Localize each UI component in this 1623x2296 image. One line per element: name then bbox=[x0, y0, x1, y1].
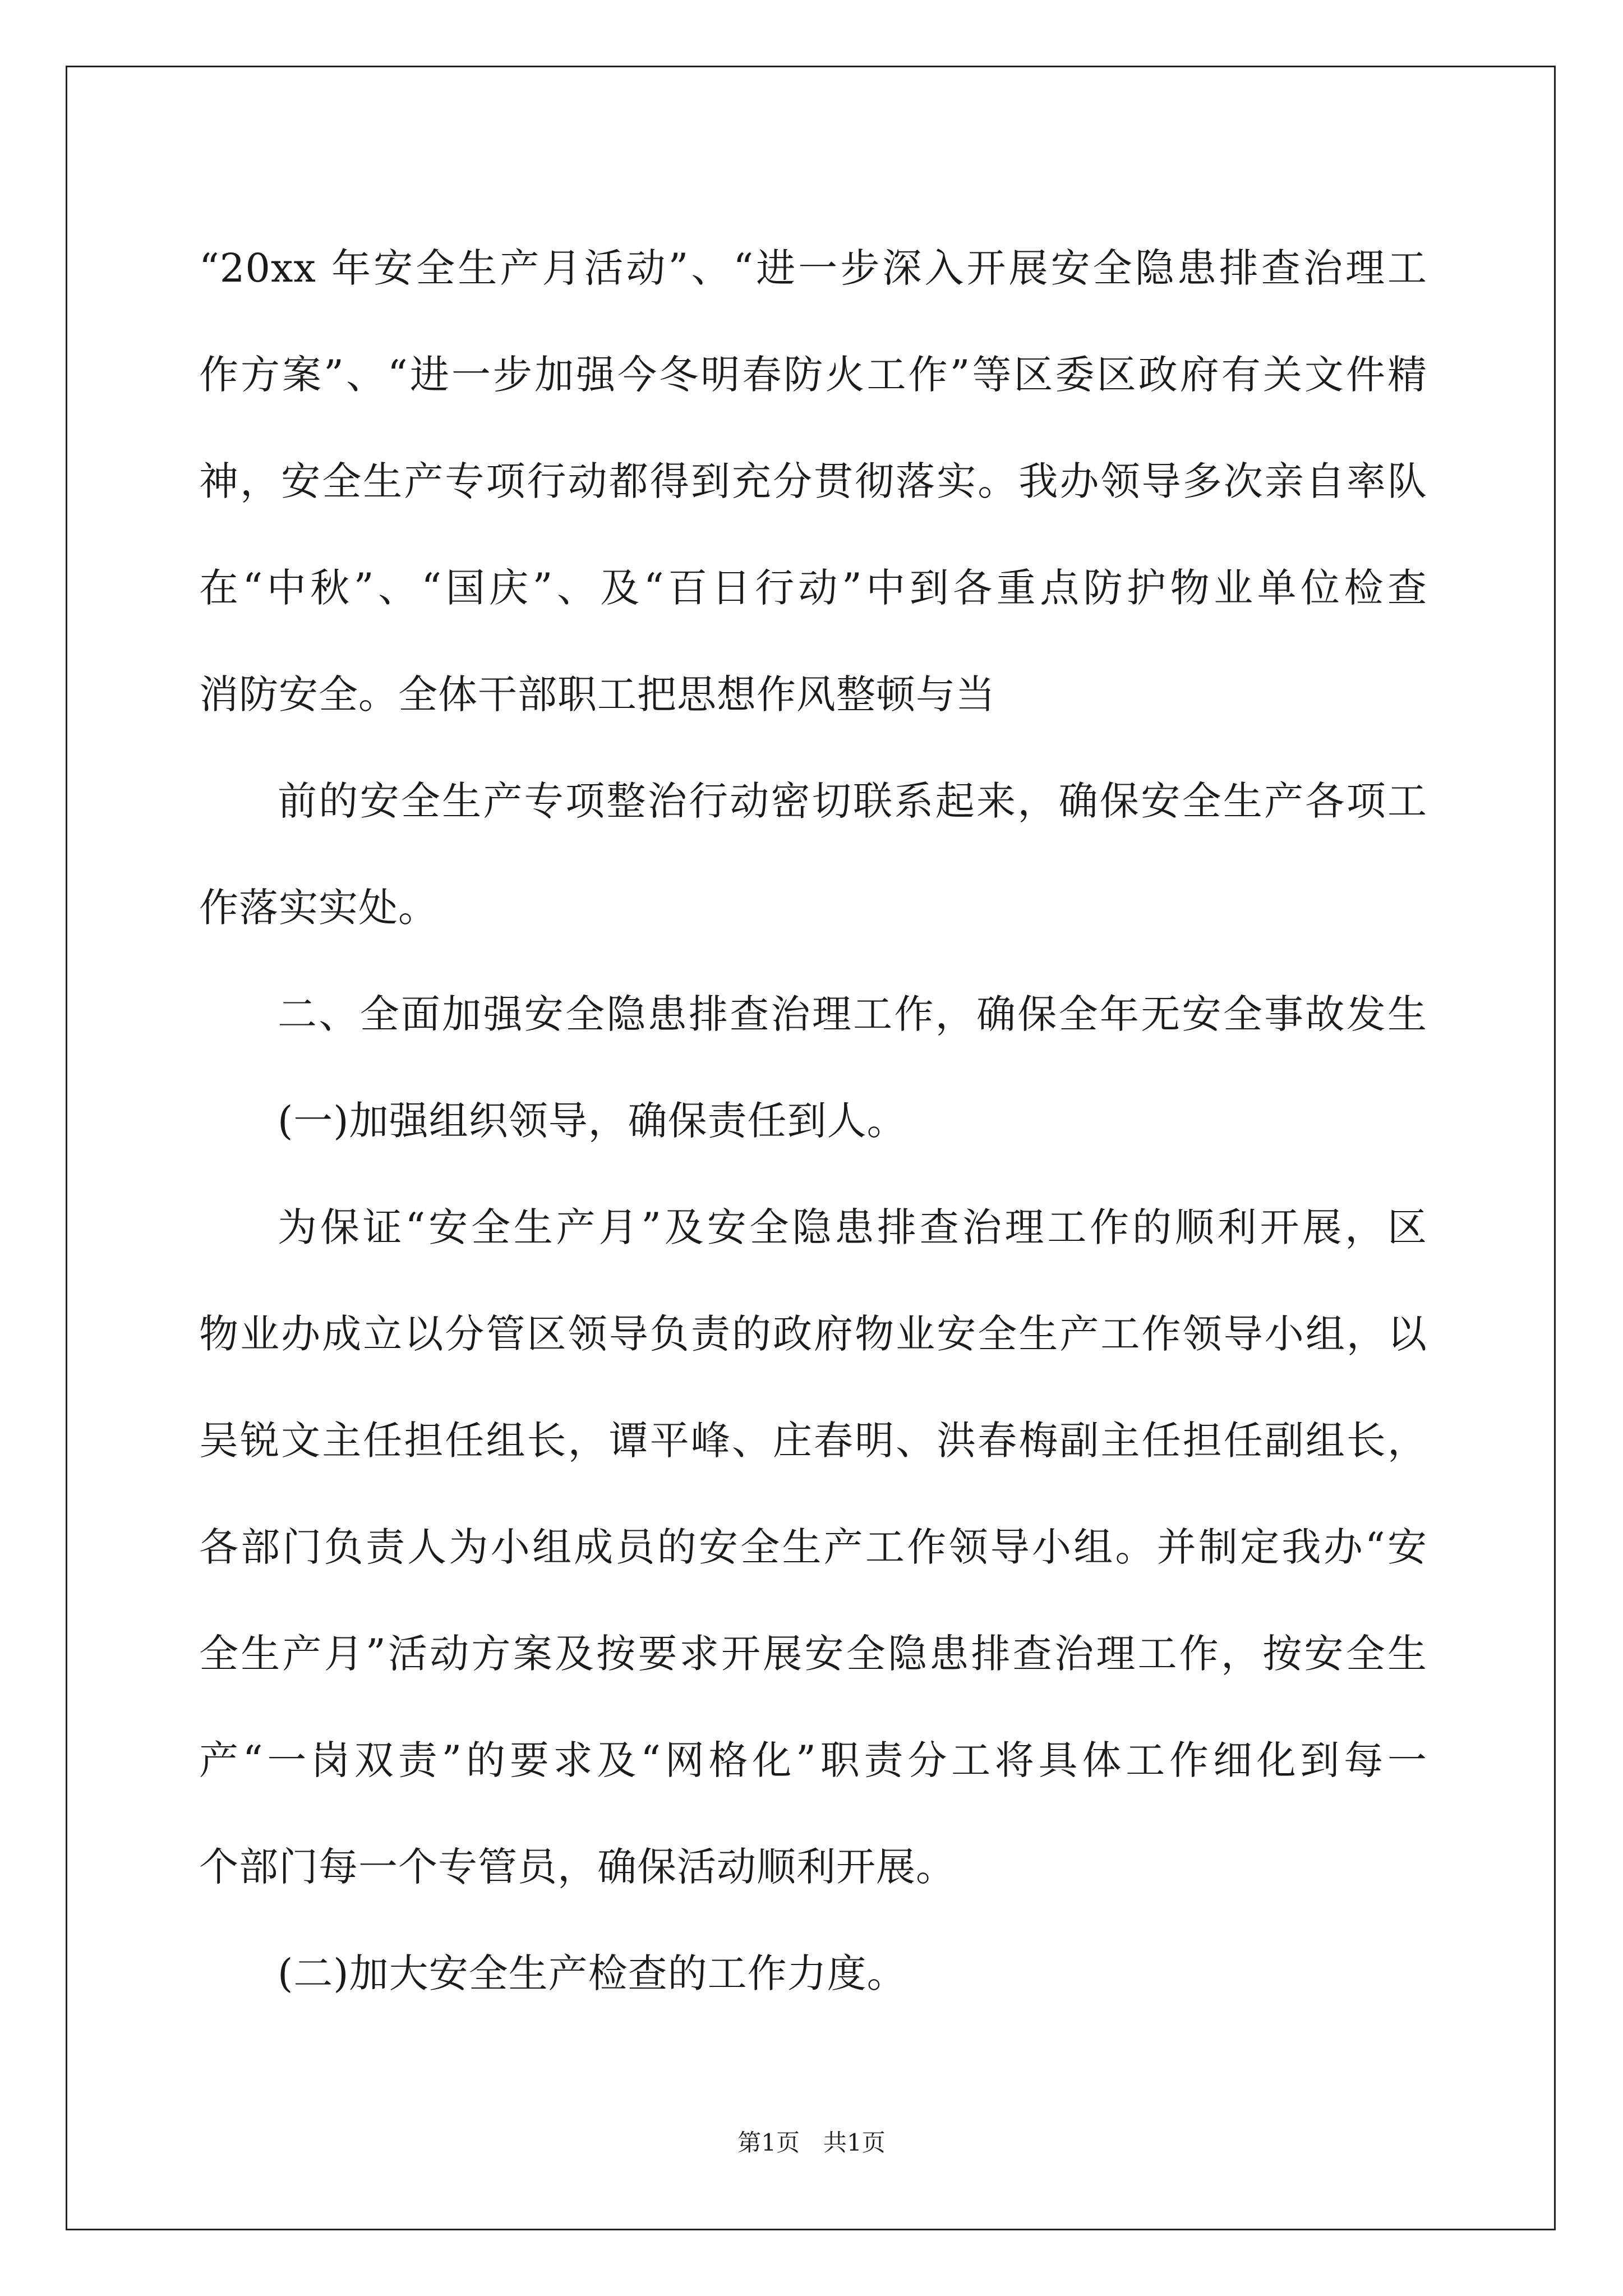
text-line: 在“中秋”、“国庆”、及“百日行动”中到各重点防护物业单位检查 bbox=[199, 565, 1427, 611]
text-line: 神，安全生产专项行动都得到充分贯彻落实。我办领导多次亲自率队 bbox=[199, 458, 1427, 504]
text-line: 为保证“安全生产月”及安全隐患排查治理工作的顺利开展，区 bbox=[278, 1204, 1427, 1250]
text-line: 作落实实处。 bbox=[199, 885, 438, 931]
text-line: 全生产月”活动方案及按要求开展安全隐患排查治理工作，按安全生 bbox=[199, 1631, 1427, 1677]
text-line: 前的安全生产专项整治行动密切联系起来，确保安全生产各项工 bbox=[278, 778, 1427, 824]
text-line: (二)加大安全生产检查的工作力度。 bbox=[278, 1950, 907, 1996]
text-line: “20xx 年安全生产月活动”、“进一步深入开展安全隐患排查治理工 bbox=[199, 245, 1427, 291]
text-line: 作方案”、“进一步加强今冬明春防火工作”等区委区政府有关文件精 bbox=[199, 352, 1427, 398]
text-line: 产“一岗双责”的要求及“网格化”职责分工将具体工作细化到每一 bbox=[199, 1737, 1427, 1783]
text-line: 消防安全。全体干部职工把思想作风整顿与当 bbox=[199, 671, 995, 717]
text-line: 物业办成立以分管区领导负责的政府物业安全生产工作领导小组，以 bbox=[199, 1311, 1427, 1357]
text-line: 各部门负责人为小组成员的安全生产工作领导小组。并制定我办“安 bbox=[199, 1524, 1427, 1570]
page-number-footer: 第1页 共1页 bbox=[737, 2129, 886, 2156]
text-line: 个部门每一个专管员，确保活动顺利开展。 bbox=[199, 1844, 956, 1890]
document-body bbox=[199, 215, 1427, 2027]
text-line: (一)加强组织领导，确保责任到人。 bbox=[278, 1098, 907, 1144]
text-line: 吴锐文主任担任组长，谭平峰、庄春明、洪春梅副主任担任副组长， bbox=[199, 1418, 1427, 1464]
text-line: 二、全面加强安全隐患排查治理工作，确保全年无安全事故发生 bbox=[278, 991, 1427, 1037]
